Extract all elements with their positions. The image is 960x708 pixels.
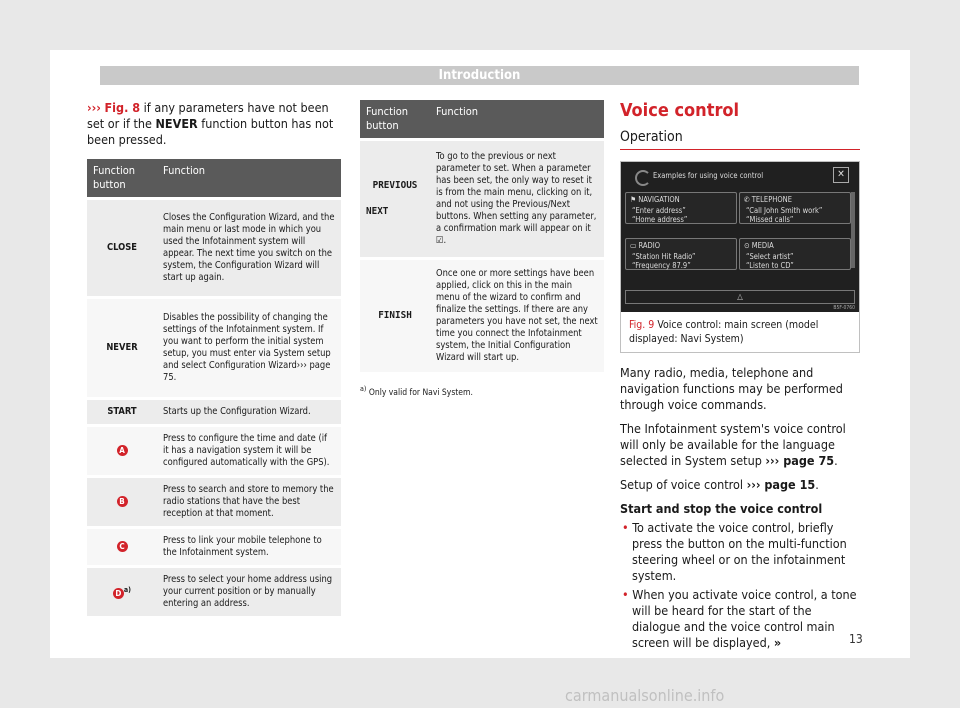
table-header-function: Function xyxy=(157,159,341,199)
tile-line-2: “Missed calls” xyxy=(746,215,794,224)
bullet-2: • When you activate voice control, a tone will be heard for the start of the dialogue and the voice control main screen will be displayed, » xyxy=(622,587,857,650)
footnote xyxy=(360,384,604,398)
desc-finish: Once one or more settings have been applied, click on this in the main menu of the wizard to confirm and finalize the settings. If there are any parameters you have not set, the next time you connect the Infotainment system, the Initial Configuration Wizard will start up. xyxy=(430,259,604,373)
section-subtitle: Operation xyxy=(620,129,860,150)
desc-c: Press to link your mobile telephone to the Infotainment system. xyxy=(157,528,341,567)
table-row xyxy=(87,426,341,477)
fig-reference-link[interactable]: Fig. 8 xyxy=(104,100,141,115)
column-left xyxy=(87,100,341,616)
tile-line-1: “Enter address” xyxy=(632,206,686,215)
figure-caption xyxy=(621,312,859,352)
intro-text-1: if any parameters have not been set or if the xyxy=(87,100,329,131)
key-next: NEXT xyxy=(366,206,389,217)
tile-line-2: “Home address” xyxy=(632,215,688,224)
desc-d: Press to select your home address using your current position or by manually entering an address. xyxy=(157,567,341,617)
column-middle xyxy=(360,100,604,398)
continuation-arrow: ››› xyxy=(87,100,101,115)
fig-caption-text: Voice control: main screen (model displayed: Navi System) xyxy=(629,319,819,345)
watermark: carmanualsonline.info xyxy=(565,686,725,705)
voice-wave-icon xyxy=(635,170,651,186)
circle-a-icon: A xyxy=(117,445,128,456)
key-finish: FINISH xyxy=(360,259,430,373)
key-close: CLOSE xyxy=(87,199,157,298)
desc-b: Press to search and store to memory the radio stations that have the best reception at that moment. xyxy=(157,477,341,528)
table-row xyxy=(87,298,341,399)
figure-code: B5F-0760 xyxy=(833,305,855,311)
intro-text-2: function button has not been pressed. xyxy=(87,116,334,147)
circle-d-icon: D xyxy=(113,588,124,599)
close-icon[interactable]: ✕ xyxy=(833,167,849,183)
table-row xyxy=(87,199,341,298)
section-title: Voice control xyxy=(620,100,740,121)
tile-telephone[interactable] xyxy=(739,192,851,224)
tile-line-1: “Call John Smith work” xyxy=(746,206,823,215)
scroll-up-button[interactable]: △ xyxy=(625,290,855,304)
function-table-2 xyxy=(360,100,604,372)
tile-radio[interactable] xyxy=(625,238,737,270)
paragraph-1: Many radio, media, telephone and navigation functions may be performed through voice commands. xyxy=(620,365,843,412)
body-text xyxy=(620,365,860,651)
key-never: NEVER xyxy=(87,298,157,399)
voice-control-screen xyxy=(621,162,859,312)
table-row xyxy=(360,259,604,373)
section-header: Introduction xyxy=(100,66,859,85)
page-number: 13 xyxy=(849,632,863,646)
table-row xyxy=(87,528,341,567)
desc-a: Press to configure the time and date (if it has a navigation system it will be configured automatically with the GPS). xyxy=(157,426,341,477)
tile-line-2: “Frequency 87.9” xyxy=(632,261,691,270)
circle-b-icon: B xyxy=(117,496,128,507)
table-row xyxy=(87,399,341,426)
bullet-1: • To activate the voice control, briefly press the button on the multi-function steering wheel or on the infotainment system. xyxy=(622,520,847,583)
bullet-icon: • xyxy=(622,520,633,535)
table-header-button: Function button xyxy=(360,100,430,140)
intro-paragraph xyxy=(87,100,341,148)
tile-navigation[interactable] xyxy=(625,192,737,224)
footnote-mark: a) xyxy=(123,585,132,594)
key-previous: PREVIOUS xyxy=(372,180,418,191)
key-d xyxy=(87,567,157,617)
continue-icon: » xyxy=(773,635,782,650)
paragraph-2: The Infotainment system's voice control will only be available for the language selected in System setup ››› page 75. xyxy=(620,421,846,468)
paragraph-3: Setup of voice control ››› page 15. xyxy=(620,477,819,492)
figure-9 xyxy=(620,161,860,353)
table-header-function: Function xyxy=(430,100,604,140)
key-previous-next xyxy=(360,140,430,259)
scrollbar[interactable] xyxy=(851,192,855,268)
table-header-button: Function button xyxy=(87,159,157,199)
tile-line-1: “Select artist” xyxy=(746,252,794,261)
desc-start: Starts up the Configuration Wizard. xyxy=(157,399,341,426)
bullet-icon: • xyxy=(622,587,633,602)
tile-heading: ⊙ MEDIA xyxy=(744,241,774,250)
key-b xyxy=(87,477,157,528)
never-label: NEVER xyxy=(155,116,198,131)
circle-c-icon: C xyxy=(117,541,128,552)
table-row xyxy=(87,567,341,617)
tile-heading: ▭ RADIO xyxy=(630,241,661,250)
desc-never: Disables the possibility of changing the settings of the Infotainment system. If you want to perform the initial system setup, you must enter via System setup and select Configuration Wizard››› page 75. xyxy=(157,298,341,399)
footnote-marker: a) xyxy=(360,384,367,393)
footnote-text: Only valid for Navi System. xyxy=(368,387,473,398)
tile-media[interactable] xyxy=(739,238,851,270)
table-row xyxy=(360,140,604,259)
key-start: START xyxy=(87,399,157,426)
page-link[interactable]: ››› page 75 xyxy=(765,453,835,468)
desc-close: Closes the Configuration Wizard, and the main menu or last mode in which you used the Infotainment system will appear. The next time you switch on the system, the Configuration Wizard will start up again. xyxy=(157,199,341,298)
desc-previous-next: To go to the previous or next parameter to set. When a parameter has been set, the only way to reset it is from the main menu, clicking on it, and not using the Previous/Next buttons. When setting any parameter, a confirmation mark will appear on it ☑. xyxy=(430,140,604,259)
column-right xyxy=(620,100,860,659)
table-row xyxy=(87,477,341,528)
tile-heading: ⚑ NAVIGATION xyxy=(630,195,680,204)
key-c xyxy=(87,528,157,567)
tile-heading: ✆ TELEPHONE xyxy=(744,195,792,204)
subheading: Start and stop the voice control xyxy=(620,501,823,516)
tile-line-2: “Listen to CD” xyxy=(746,261,794,270)
function-table-1 xyxy=(87,159,341,616)
screen-title: Examples for using voice control xyxy=(653,171,764,180)
tile-line-1: “Station Hit Radio” xyxy=(632,252,696,261)
key-a xyxy=(87,426,157,477)
page-link[interactable]: ››› page 15 xyxy=(746,477,816,492)
fig-label: Fig. 9 xyxy=(629,319,655,331)
